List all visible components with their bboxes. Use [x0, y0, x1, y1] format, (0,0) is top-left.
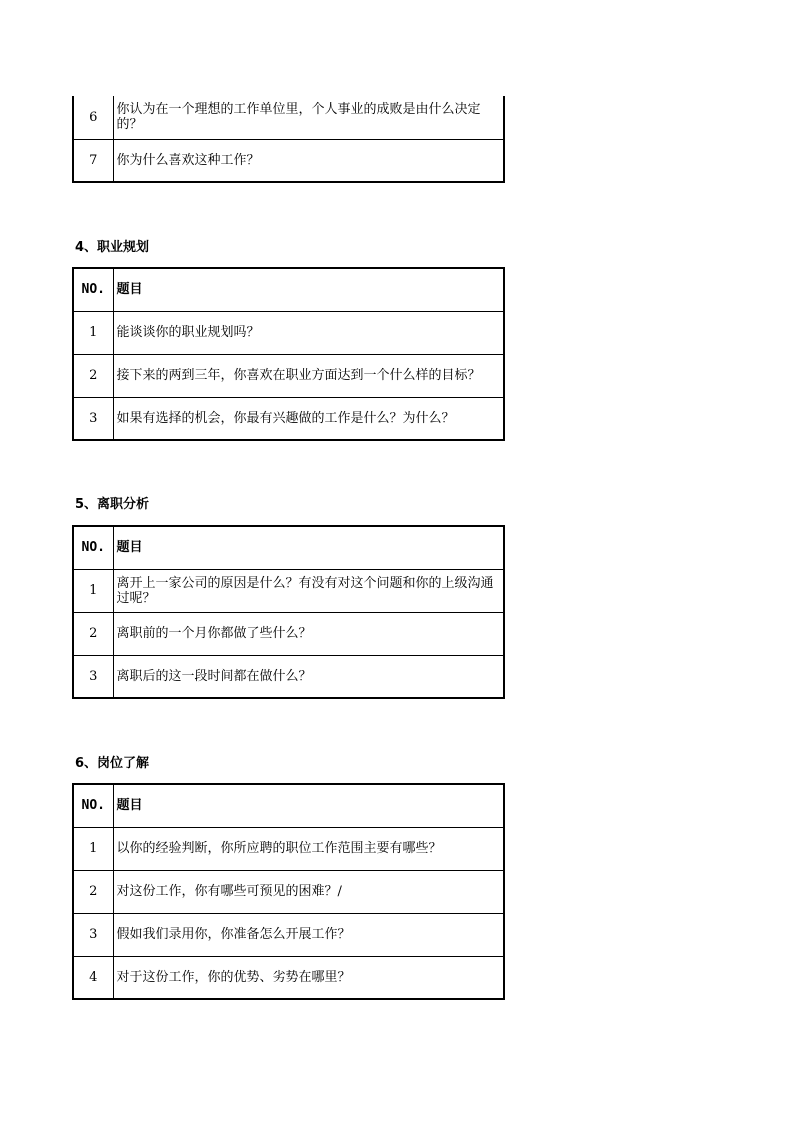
- question-text: 你为什么喜欢这种工作？: [113, 139, 504, 182]
- row-number: 3: [73, 397, 113, 440]
- table-row: [73, 612, 504, 655]
- resignation-analysis-table-block: [72, 525, 505, 699]
- continued-table-block: [72, 96, 505, 183]
- resignation-analysis-table: [72, 525, 505, 699]
- question-text: 如果有选择的机会，你最有兴趣做的工作是什么？为什么？: [113, 397, 504, 440]
- column-header-no: NO.: [73, 784, 113, 827]
- column-header-no: NO.: [73, 526, 113, 569]
- row-number: 2: [73, 354, 113, 397]
- question-text: 离职后的这一段时间都在做什么？: [113, 655, 504, 698]
- question-text: 对于这份工作，你的优势、劣势在哪里？: [113, 956, 504, 999]
- question-text: 离开上一家公司的原因是什么？有没有对这个问题和你的上级沟通过呢？: [113, 569, 504, 612]
- table-header-row: [73, 268, 504, 311]
- row-number: 3: [73, 655, 113, 698]
- row-number: 1: [73, 569, 113, 612]
- table-row: [73, 569, 504, 612]
- row-number: 2: [73, 870, 113, 913]
- table-row: [73, 354, 504, 397]
- table-row: [73, 913, 504, 956]
- table-row: [73, 870, 504, 913]
- question-text: 能谈谈你的职业规划吗？: [113, 311, 504, 354]
- table-header-row: [73, 526, 504, 569]
- section-heading-resignation-analysis: 5、离职分析: [75, 497, 150, 512]
- question-text: 离职前的一个月你都做了些什么？: [113, 612, 504, 655]
- question-text: 对这份工作，你有哪些可预见的困难？/: [113, 870, 504, 913]
- table-row: [73, 827, 504, 870]
- career-planning-table: [72, 267, 505, 441]
- question-text: 接下来的两到三年，你喜欢在职业方面达到一个什么样的目标？: [113, 354, 504, 397]
- row-number: 1: [73, 311, 113, 354]
- column-header-question: 题目: [113, 784, 504, 827]
- column-header-question: 题目: [113, 526, 504, 569]
- position-understanding-table: [72, 783, 505, 1000]
- section-heading-position-understanding: 6、岗位了解: [75, 756, 150, 771]
- table-row: [73, 956, 504, 999]
- table-header-row: [73, 784, 504, 827]
- continued-question-table: [72, 96, 505, 183]
- career-planning-table-block: [72, 267, 505, 441]
- row-number: 1: [73, 827, 113, 870]
- table-row: [73, 96, 504, 139]
- row-number: 2: [73, 612, 113, 655]
- column-header-no: NO.: [73, 268, 113, 311]
- position-understanding-table-block: [72, 783, 505, 1000]
- question-text: 以你的经验判断，你所应聘的职位工作范围主要有哪些？: [113, 827, 504, 870]
- table-row: [73, 655, 504, 698]
- table-row: [73, 311, 504, 354]
- row-number: 6: [73, 96, 113, 139]
- table-row: [73, 139, 504, 182]
- table-row: [73, 397, 504, 440]
- question-text: 假如我们录用你，你准备怎么开展工作？: [113, 913, 504, 956]
- section-heading-career-planning: 4、职业规划: [75, 240, 150, 255]
- row-number: 3: [73, 913, 113, 956]
- column-header-question: 题目: [113, 268, 504, 311]
- question-text: 你认为在一个理想的工作单位里，个人事业的成败是由什么决定的？: [113, 96, 504, 139]
- row-number: 4: [73, 956, 113, 999]
- row-number: 7: [73, 139, 113, 182]
